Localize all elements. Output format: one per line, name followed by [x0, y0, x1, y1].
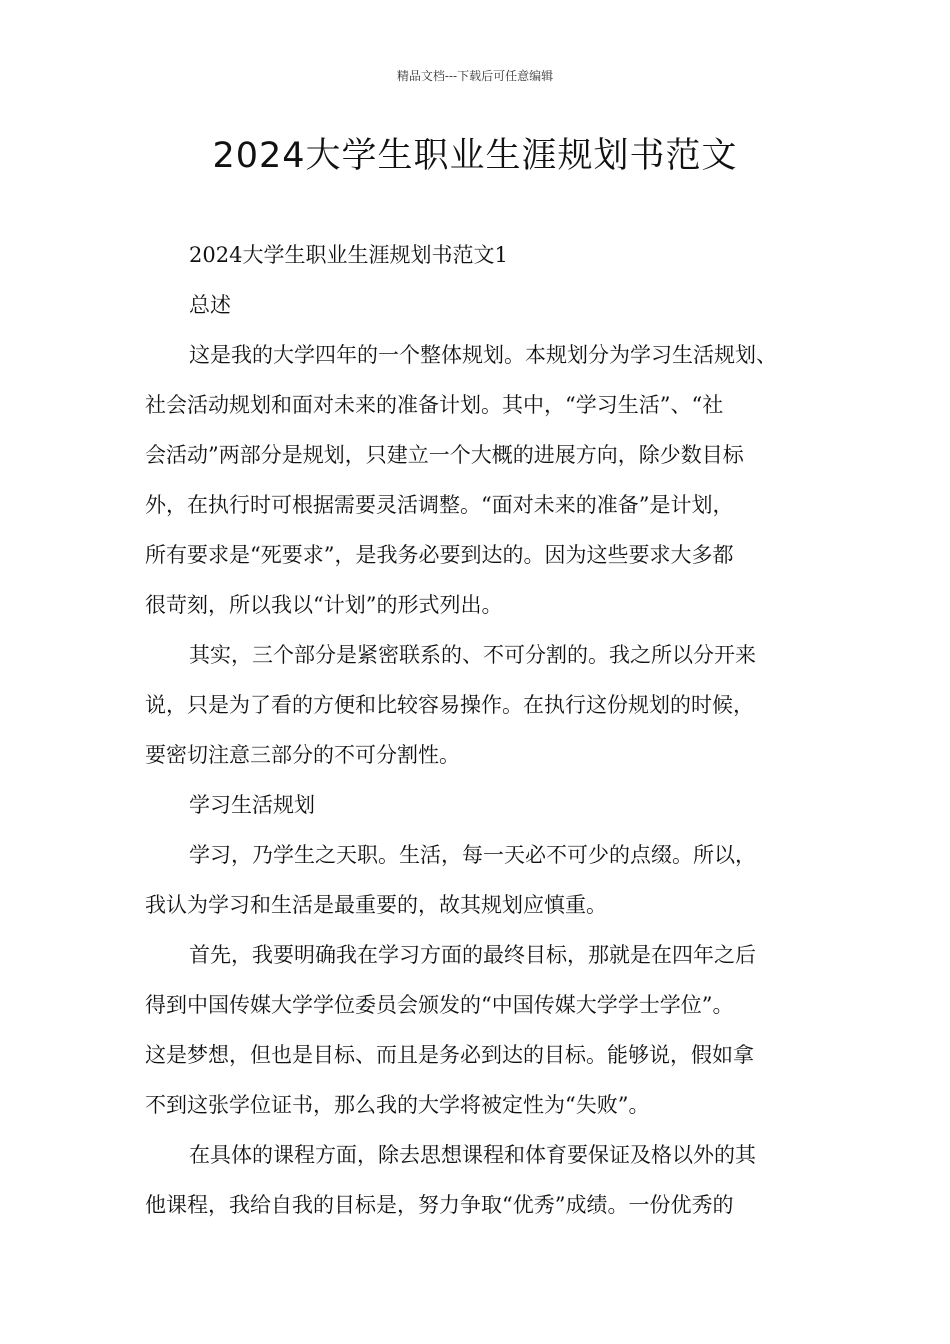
text-line: 会活动”两部分是规划，只建立一个大概的进展方向，除少数目标 — [145, 443, 744, 467]
text-line: 这是我的大学四年的一个整体规划。本规划分为学习生活规划、 — [189, 343, 777, 367]
text-line: 很苛刻，所以我以“计划”的形式列出。 — [145, 593, 503, 617]
text-line: 这是梦想，但也是目标、而且是务必到达的目标。能够说，假如拿 — [145, 1043, 754, 1067]
text-line: 说，只是为了看的方便和比较容易操作。在执行这份规划的时候， — [145, 693, 754, 717]
text-line: 总述 — [189, 293, 231, 317]
text-line: 不到这张学位证书，那么我的大学将被定性为“失败”。 — [145, 1093, 650, 1117]
text-line: 我认为学习和生活是最重要的，故其规划应慎重。 — [145, 893, 607, 917]
text-line: 首先，我要明确我在学习方面的最终目标，那就是在四年之后 — [189, 943, 756, 967]
text-line: 得到中国传媒大学学位委员会颁发的“中国传媒大学学士学位”。 — [145, 993, 734, 1017]
text-line: 所有要求是“死要求”，是我务必要到达的。因为这些要求大多都 — [145, 543, 734, 567]
text-line: 社会活动规划和面对未来的准备计划。其中，“学习生活”、“社 — [145, 393, 724, 417]
text-line: 2024大学生职业生涯规划书范文1 — [189, 243, 508, 267]
text-line: 学习，乃学生之天职。生活，每一天必不可少的点缀。所以， — [189, 843, 756, 867]
text-line: 其实，三个部分是紧密联系的、不可分割的。我之所以分开来 — [189, 643, 756, 667]
text-line: 要密切注意三部分的不可分割性。 — [145, 743, 460, 767]
text-line: 在具体的课程方面，除去思想课程和体育要保证及格以外的其 — [189, 1143, 756, 1167]
text-line: 外，在执行时可根据需要灵活调整。“面对未来的准备”是计划， — [145, 493, 734, 517]
document-body — [145, 230, 810, 1230]
header-note: 精品文档---下载后可任意编辑 — [396, 69, 554, 83]
text-line: 他课程，我给自我的目标是，努力争取“优秀”成绩。一份优秀的 — [145, 1193, 734, 1217]
text-line: 学习生活规划 — [189, 793, 315, 817]
document-title: 2024大学生职业生涯规划书范文 — [212, 136, 738, 176]
